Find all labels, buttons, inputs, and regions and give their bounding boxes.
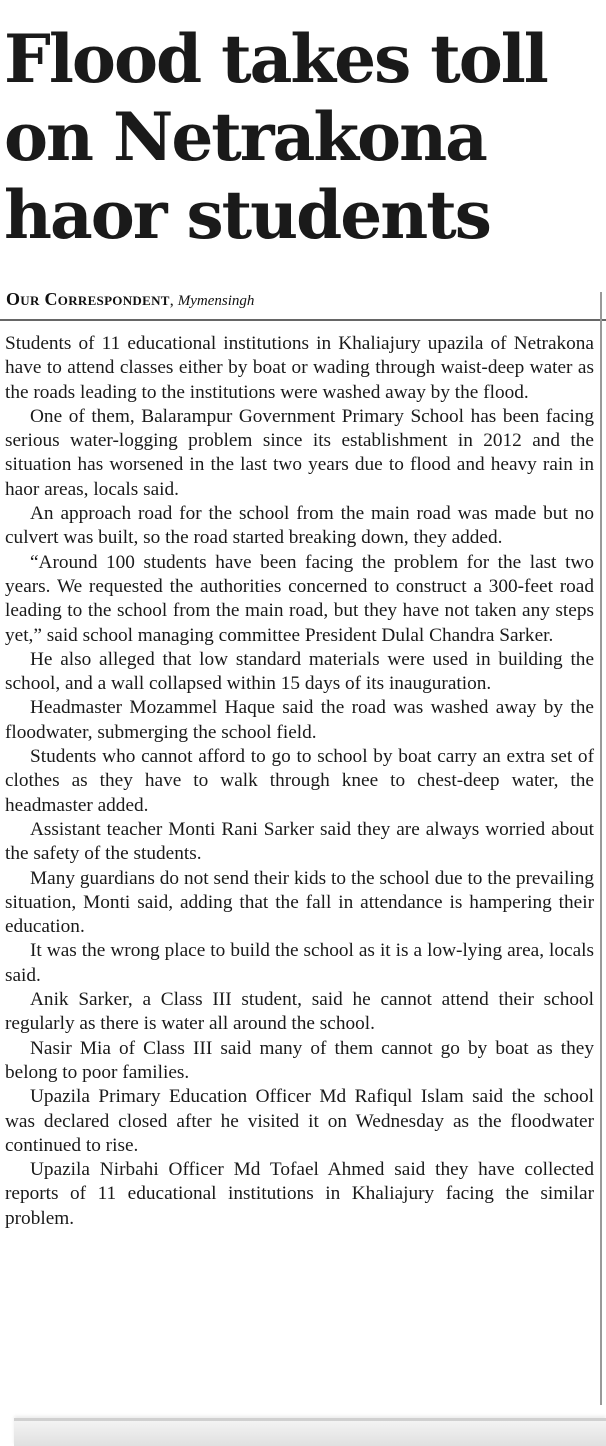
paragraph: An approach road for the school from the main road was made but no culvert was built, so the road started breaking down, they added. — [5, 503, 594, 549]
paragraph: Upazila Nirbahi Officer Md Tofael Ahmed said they have collected reports of 11 educational institutions in Khaliajury facing the similar problem. — [5, 1159, 594, 1229]
page-bottom-edge — [14, 1418, 606, 1446]
article-body — [5, 332, 594, 1231]
headline: Flood takes toll on Netrakona haor students — [4, 20, 547, 254]
byline — [6, 289, 254, 310]
paragraph: It was the wrong place to build the school as it is a low-lying area, locals said. — [5, 940, 594, 986]
paragraph: Assistant teacher Monti Rani Sarker said they are always worried about the safety of the students. — [5, 818, 594, 865]
paragraph: Anik Sarker, a Class III student, said he cannot attend their school regularly as there is water all around the school. — [5, 989, 594, 1035]
paragraph: He also alleged that low standard materials were used in building the school, and a wall collapsed within 15 days of its inauguration. — [5, 648, 594, 695]
headline-divider — [0, 319, 606, 321]
paragraph: Upazila Primary Education Officer Md Rafiqul Islam said the school was declared closed after he visited it on Wednesday as the floodwater continued to rise. — [5, 1086, 594, 1156]
paragraph: One of them, Balarampur Government Primary School has been facing serious water-logging problem since its establishment in 2012 and the situation has worsened in the last two years due to flood and heavy rain in haor areas, locals said. — [5, 405, 594, 500]
paragraph: Headmaster Mozammel Haque said the road was washed away by the floodwater, submerging the school field. — [5, 697, 594, 743]
byline-separator: , — [169, 292, 178, 309]
paragraph: Students who cannot afford to go to school by boat carry an extra set of clothes as they have to walk through knee to chest-deep water, the headmaster added. — [5, 746, 594, 816]
column-rule — [600, 292, 602, 1405]
paragraph: Many guardians do not send their kids to the school due to the prevailing situation, Monti said, adding that the fall in attendance is hampering their education. — [5, 867, 594, 938]
byline-location: Mymensingh — [177, 293, 255, 309]
byline-author: Our Correspondent — [6, 289, 170, 309]
paragraph: “Around 100 students have been facing the problem for the last two years. We requested the authorities concerned to construct a 300-feet road leading to the school from the main road, but they have not taken any steps yet,” said school managing committee President Dulal Chandra Sarker. — [5, 551, 594, 646]
paragraph: Students of 11 educational institutions in Khaliajury upazila of Netrakona have to attend classes either by boat or wading through waist-deep water as the roads leading to the institutions were washed away by the flood. — [5, 333, 594, 403]
paragraph: Nasir Mia of Class III said many of them cannot go by boat as they belong to poor families. — [5, 1037, 594, 1083]
